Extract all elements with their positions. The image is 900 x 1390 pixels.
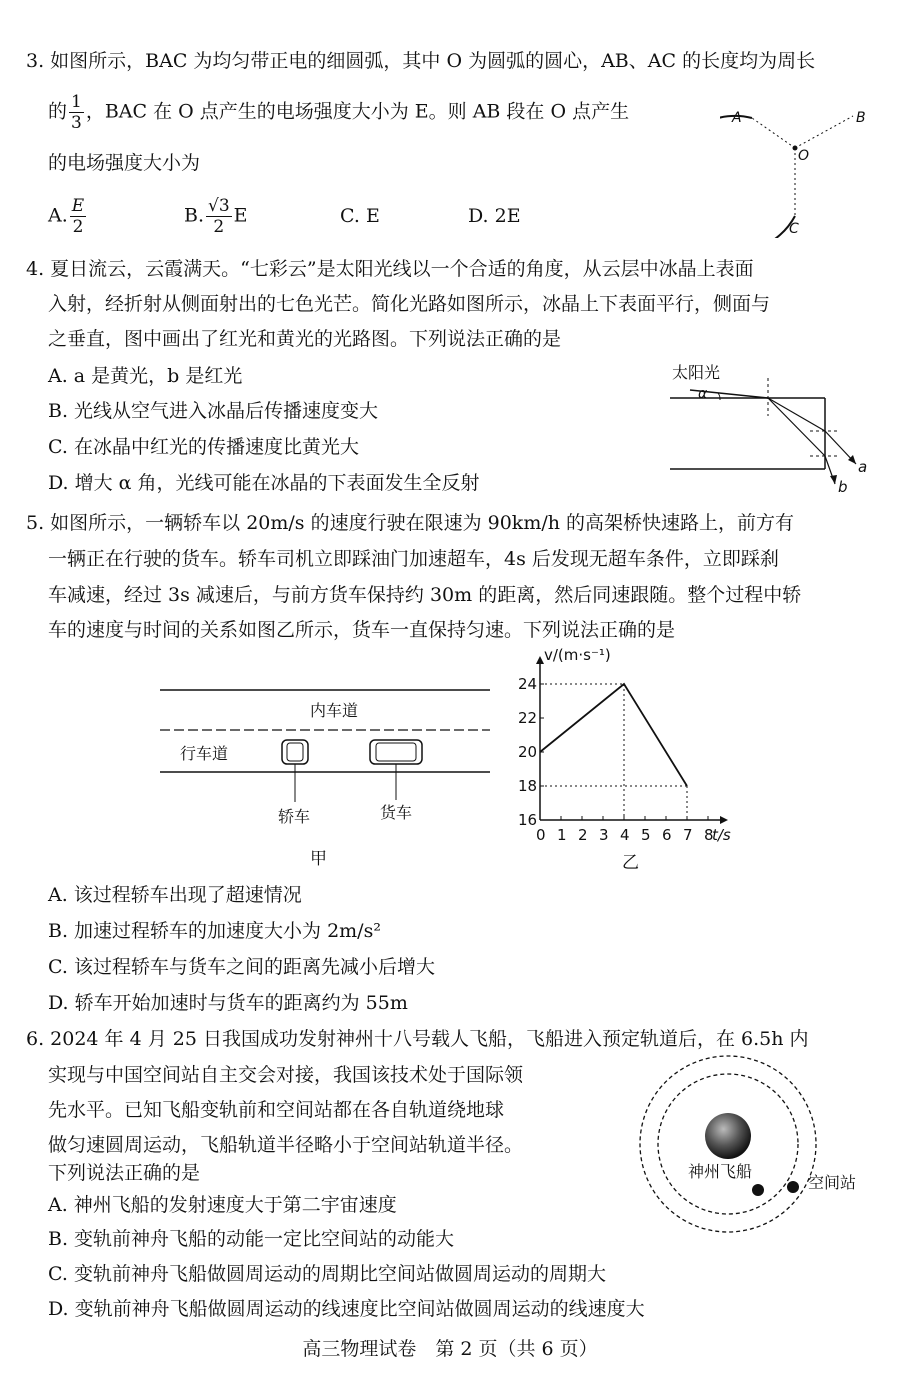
- q3-option-a-num: E: [71, 196, 85, 216]
- q3-line3: 的电场强度大小为: [48, 152, 201, 174]
- q4-refracted-ray-b: [768, 398, 825, 456]
- q3-line2: [48, 92, 629, 133]
- q3-line2-pre: 的: [48, 100, 68, 123]
- q3-label-o: O: [798, 148, 810, 164]
- x-tick-label: 7: [683, 826, 693, 844]
- q3-option-b-suffix: E: [233, 204, 248, 227]
- q5-label-truck: 货车: [380, 803, 413, 822]
- q4-label-sunlight: 太阳光: [672, 363, 721, 382]
- q3-label-c: C: [789, 221, 799, 237]
- q5-truck-icon: [370, 740, 422, 764]
- q4-arrow-b: [830, 475, 837, 484]
- q5-label-inner-lane: 内车道: [310, 701, 359, 720]
- x-tick-label: 4: [620, 826, 630, 844]
- q6-station-dot: [787, 1181, 799, 1193]
- x-tick-label: 5: [641, 826, 651, 844]
- q3-option-b-den: 2: [213, 217, 225, 237]
- q6-line4: 做匀速圆周运动，飞船轨道半径略小于空间站轨道半径。: [48, 1134, 524, 1156]
- q6-line2: 实现与中国空间站自主交会对接，我国该技术处于国际领: [48, 1064, 524, 1086]
- y-tick-label: 18: [518, 777, 538, 795]
- q3-line2-post: ，BAC 在 O 点产生的电场强度大小为 E。则 AB 段在 O 点产生: [85, 100, 630, 123]
- q3-option-b: [184, 196, 248, 237]
- x-axis-arrow: [720, 816, 728, 824]
- q5-line4: 车的速度与时间的关系如图乙所示，货车一直保持匀速。下列说法正确的是: [48, 619, 676, 641]
- velocity-line: [540, 684, 687, 786]
- q5-car-icon: [282, 740, 308, 764]
- q5-option-b: B. 加速过程轿车的加速度大小为 2m/s²: [48, 920, 381, 942]
- q4-alpha-arc: [718, 393, 720, 400]
- q6-ship-dot: [752, 1184, 764, 1196]
- q3-option-a: [48, 196, 88, 237]
- q4-line3: 之垂直，图中画出了红光和黄光的光路图。下列说法正确的是: [48, 328, 562, 350]
- q3-radius-ob: [795, 116, 853, 148]
- q3-frac-den: 3: [71, 113, 82, 133]
- q6-option-c: C. 变轨前神舟飞船做圆周运动的周期比空间站做圆周运动的周期大: [48, 1263, 606, 1285]
- q6-option-a: A. 神州飞船的发射速度大于第二宇宙速度: [48, 1194, 397, 1216]
- q6-line5: 下列说法正确的是: [48, 1162, 201, 1184]
- q6-option-d: D. 变轨前神舟飞船做圆周运动的线速度比空间站做圆周运动的线速度大: [48, 1298, 645, 1320]
- q5-line3: 车减速，经过 3s 减速后，与前方货车保持约 30m 的距离，然后同速跟随。整个过程中轿: [48, 584, 802, 606]
- y-tick-label: 22: [518, 709, 538, 727]
- q3-option-c: C. E: [340, 205, 380, 227]
- q4-label-b: b: [838, 478, 848, 496]
- x-tick-label: 3: [599, 826, 609, 844]
- q4-label-alpha: α: [698, 386, 708, 402]
- y-tick-label: 16: [518, 811, 538, 829]
- q3-charged-arc: [720, 116, 795, 238]
- q3-label-a: A: [732, 110, 742, 126]
- earth-icon: [705, 1113, 751, 1159]
- q3-option-b-num: √3: [208, 196, 230, 216]
- q5-line1: 5. 如图所示，一辆轿车以 20m/s 的速度行驶在限速为 90km/h 的高架桥快速路上，前方有: [26, 512, 795, 534]
- q3-radius-oa: [752, 118, 795, 148]
- x-tick-label: 2: [578, 826, 588, 844]
- y-axis-label: v/(m·s⁻¹): [544, 646, 611, 664]
- q5-label-driving-lane: 行车道: [180, 744, 229, 763]
- x-tick-label: 1: [557, 826, 567, 844]
- q5-road-figure: [150, 680, 500, 870]
- q5-velocity-time-chart: [500, 640, 780, 872]
- q6-line3: 先水平。已知飞船变轨前和空间站都在各自轨道绕地球: [48, 1099, 505, 1121]
- x-tick-label: 8: [704, 826, 714, 844]
- q4-option-c: C. 在冰晶中红光的传播速度比黄光大: [48, 436, 359, 458]
- q3-fraction: [69, 92, 84, 133]
- q3-frac-num: 1: [71, 92, 82, 112]
- q4-label-a: a: [858, 458, 868, 476]
- q4-line1: 4. 夏日流云，云霞满天。“七彩云”是太阳光线以一个合适的角度，从云层中冰晶上表面: [26, 258, 754, 280]
- q3-option-d: D. 2E: [468, 205, 521, 227]
- q6-option-b: B. 变轨前神舟飞船的动能一定比空间站的动能大: [48, 1228, 455, 1250]
- q5-option-a: A. 该过程轿车出现了超速情况: [48, 884, 302, 906]
- q3-option-a-den: 2: [72, 217, 84, 237]
- q3-line1: 3. 如图所示，BAC 为均匀带正电的细圆弧，其中 O 为圆弧的圆心，AB、AC 的长度均为周长: [26, 50, 816, 72]
- page-footer: 高三物理试卷 第 2 页（共 6 页）: [302, 1338, 598, 1360]
- q3-arc-figure: [720, 78, 880, 238]
- q5-label-car: 轿车: [278, 807, 311, 826]
- q5-option-c: C. 该过程轿车与货车之间的距离先减小后增大: [48, 956, 435, 978]
- x-tick-label: 0: [536, 826, 546, 844]
- y-tick-label: 20: [518, 743, 538, 761]
- q3-option-a-label: A.: [48, 204, 68, 227]
- q3-option-b-label: B.: [184, 204, 205, 227]
- q6-label-ship: 神州飞船: [688, 1162, 753, 1181]
- q5-caption-jia: 甲: [310, 849, 327, 869]
- q4-option-d: D. 增大 α 角，光线可能在冰晶的下表面发生全反射: [48, 472, 480, 494]
- y-tick-label: 24: [518, 675, 538, 693]
- q6-line1: 6. 2024 年 4 月 25 日我国成功发射神州十八号载人飞船，飞船进入预定轨道后，在 6.5h 内: [26, 1028, 809, 1050]
- q4-light-path-figure: [660, 356, 880, 496]
- q3-center-point: [793, 146, 798, 151]
- q4-option-b: B. 光线从空气进入冰晶后传播速度变大: [48, 400, 379, 422]
- q6-label-station: 空间站: [808, 1173, 857, 1192]
- q4-line2: 入射，经折射从侧面射出的七色光芒。简化光路如图所示，冰晶上下表面平行，侧面与: [48, 293, 771, 315]
- chart-caption: 乙: [622, 853, 639, 872]
- q5-option-d: D. 轿车开始加速时与货车的距离约为 55m: [48, 992, 408, 1014]
- q6-orbit-figure: [636, 1050, 898, 1270]
- q4-option-a: A. a 是黄光，b 是红光: [48, 365, 243, 387]
- q5-line2: 一辆正在行驶的货车。轿车司机立即踩油门加速超车，4s 后发现无超车条件，立即踩刹: [48, 548, 779, 570]
- q4-refracted-ray-a: [768, 398, 825, 431]
- x-axis-label: t/s: [712, 826, 731, 844]
- y-axis-arrow: [536, 656, 544, 664]
- x-tick-label: 6: [662, 826, 672, 844]
- q3-label-b: B: [856, 110, 866, 126]
